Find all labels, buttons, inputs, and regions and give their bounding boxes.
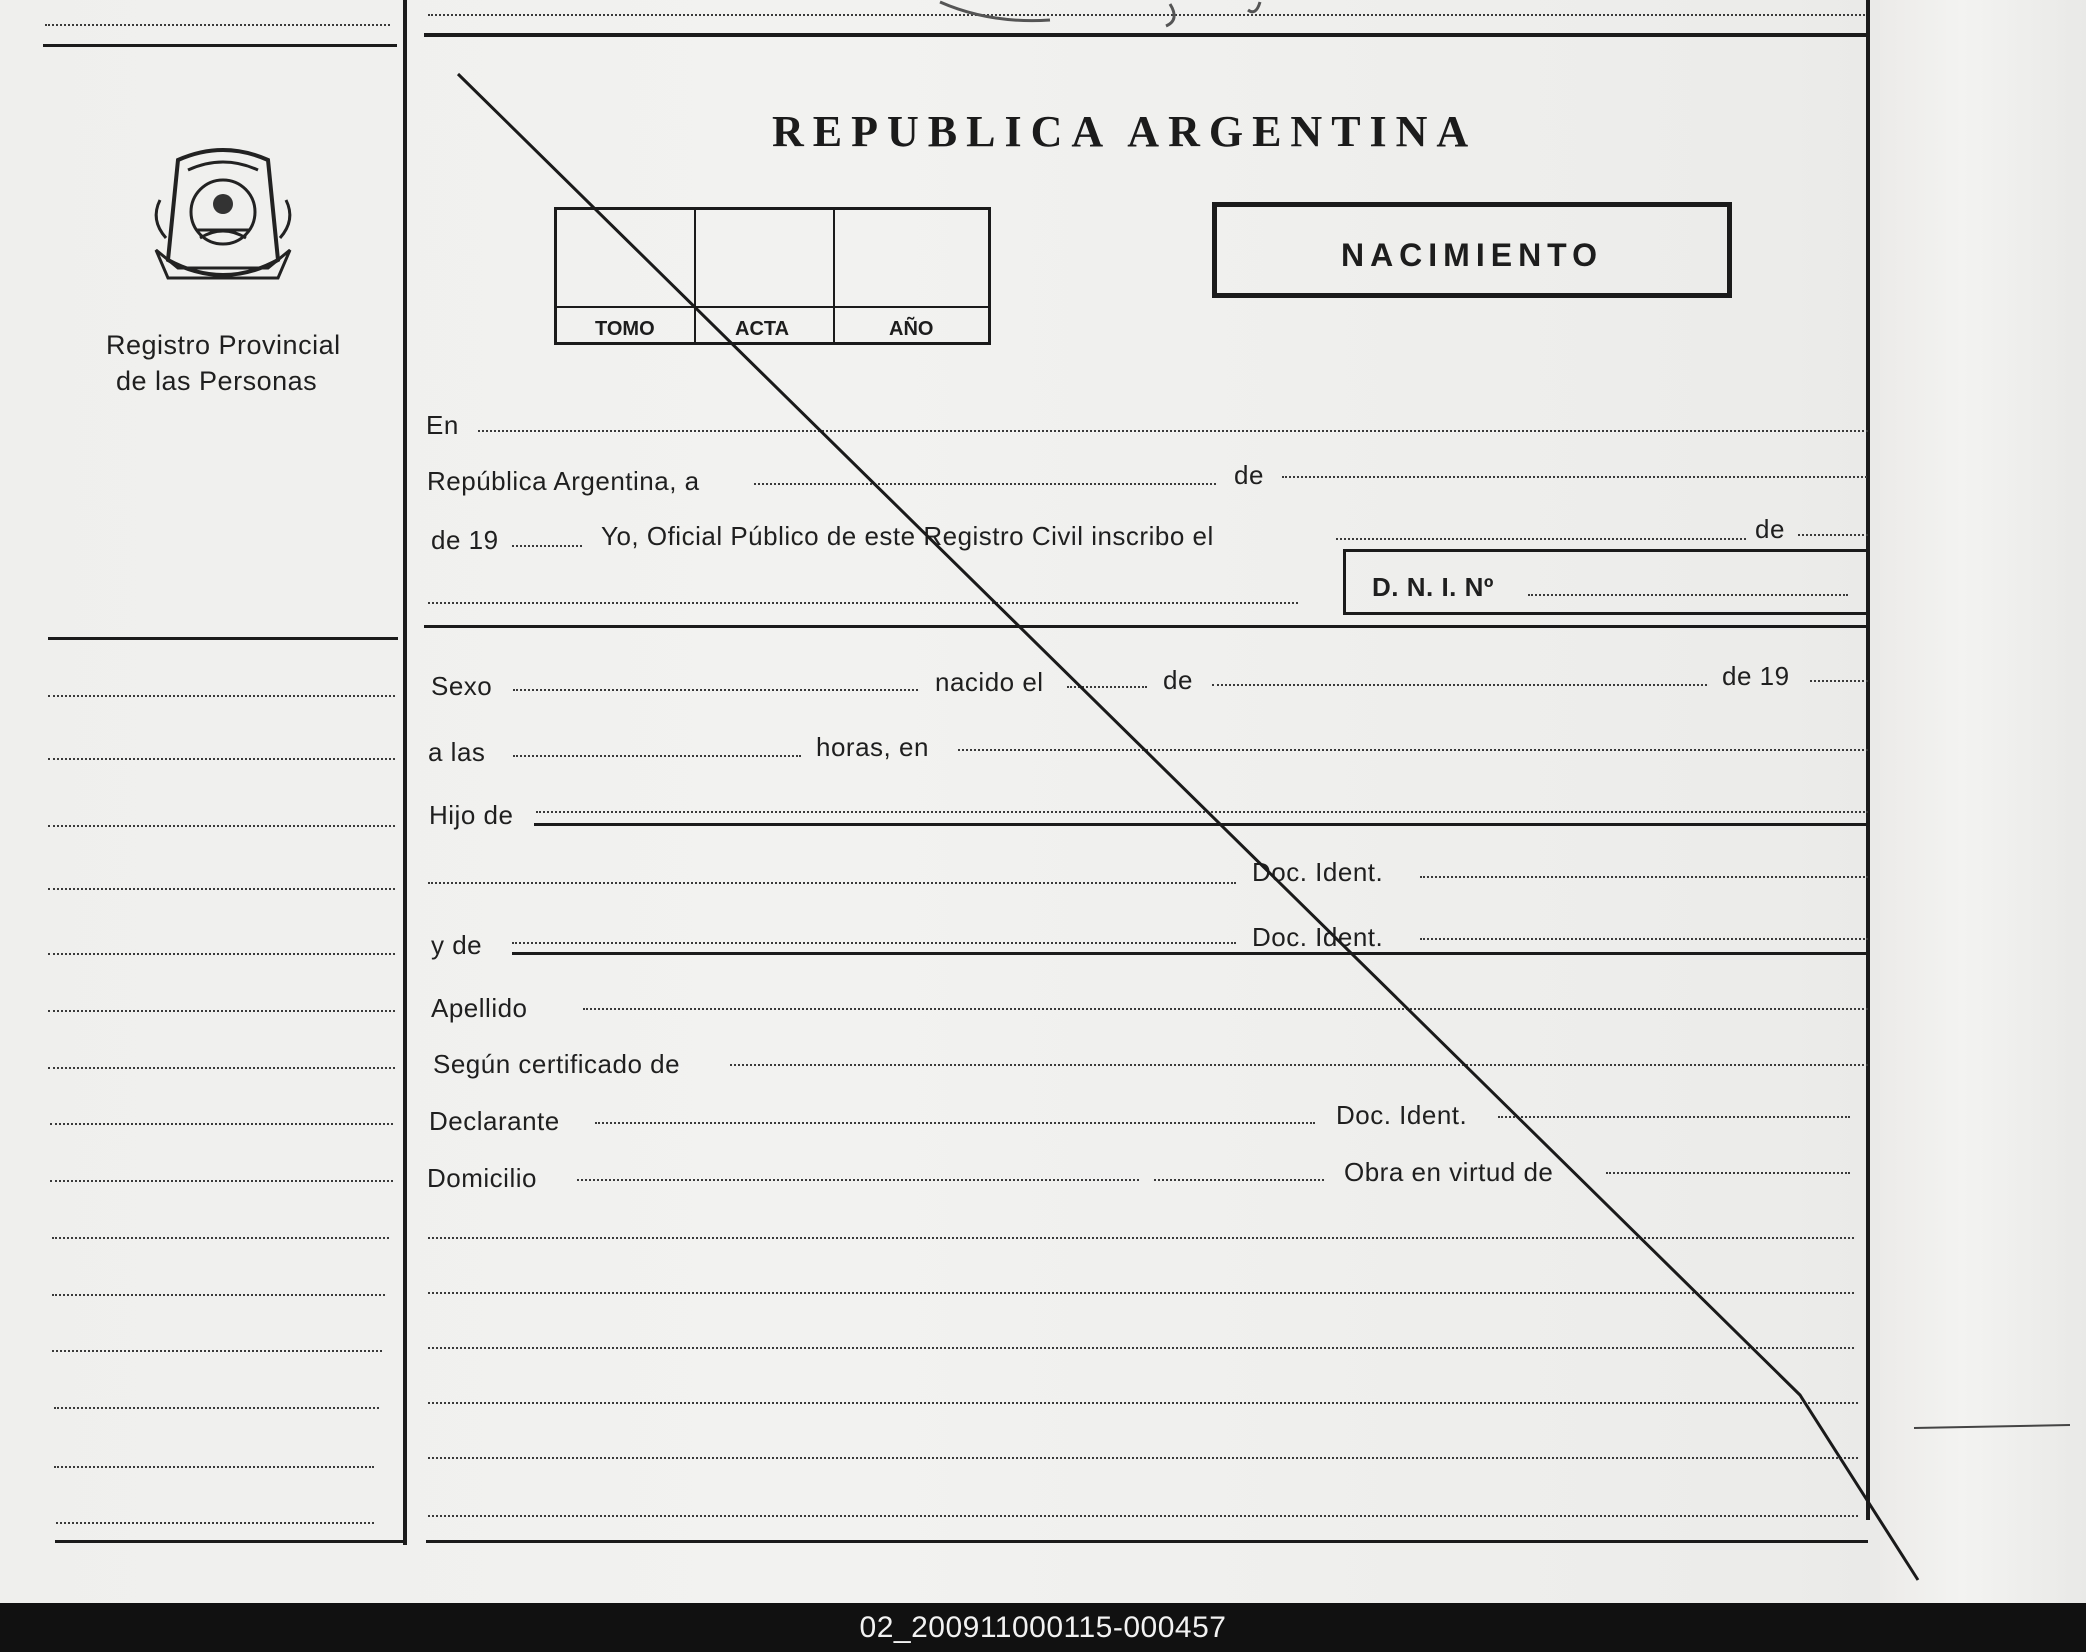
label-declarante: Declarante	[429, 1106, 560, 1136]
label-a-las: a las	[428, 737, 486, 767]
image-id-bar	[0, 1603, 2086, 1652]
ano-label: AÑO	[889, 318, 934, 340]
label-doc-ident-2: Doc. Ident.	[1252, 922, 1384, 952]
label-de-2: de	[1755, 514, 1785, 544]
label-apellido: Apellido	[431, 993, 528, 1023]
label-de-1: de	[1234, 460, 1264, 490]
acta-label: ACTA	[735, 318, 790, 340]
label-nacido-el: nacido el	[935, 667, 1044, 697]
label-doc-ident-3: Doc. Ident.	[1336, 1100, 1468, 1130]
label-yo-oficial: Yo, Oficial Público de este Registro Civil inscribo el	[601, 521, 1214, 551]
label-sexo: Sexo	[431, 671, 493, 701]
record-type-label: NACIMIENTO	[1340, 237, 1604, 273]
label-horas-en: horas, en	[816, 732, 929, 762]
registry-line-2: de las Personas	[116, 366, 318, 396]
registry-line-1: Registro Provincial	[106, 330, 341, 360]
label-obra: Obra en virtud de	[1344, 1157, 1554, 1187]
dni-label: D. N. I. Nº	[1372, 572, 1494, 602]
label-de19-a: de 19	[431, 525, 499, 555]
label-de-3: de	[1163, 665, 1193, 695]
label-doc-ident-1: Doc. Ident.	[1252, 857, 1384, 887]
label-de19-b: de 19	[1722, 661, 1790, 691]
label-domicilio: Domicilio	[427, 1163, 537, 1193]
label-hijo-de: Hijo de	[429, 800, 514, 830]
label-republica: República Argentina, a	[427, 466, 700, 496]
tomo-label: TOMO	[595, 318, 655, 340]
label-y-de: y de	[431, 930, 483, 960]
label-segun: Según certificado de	[433, 1049, 681, 1079]
image-id-label: 02_200911000115-000457	[859, 1611, 1227, 1644]
label-en: En	[426, 410, 459, 440]
page-title: REPUBLICA ARGENTINA	[772, 107, 1478, 156]
